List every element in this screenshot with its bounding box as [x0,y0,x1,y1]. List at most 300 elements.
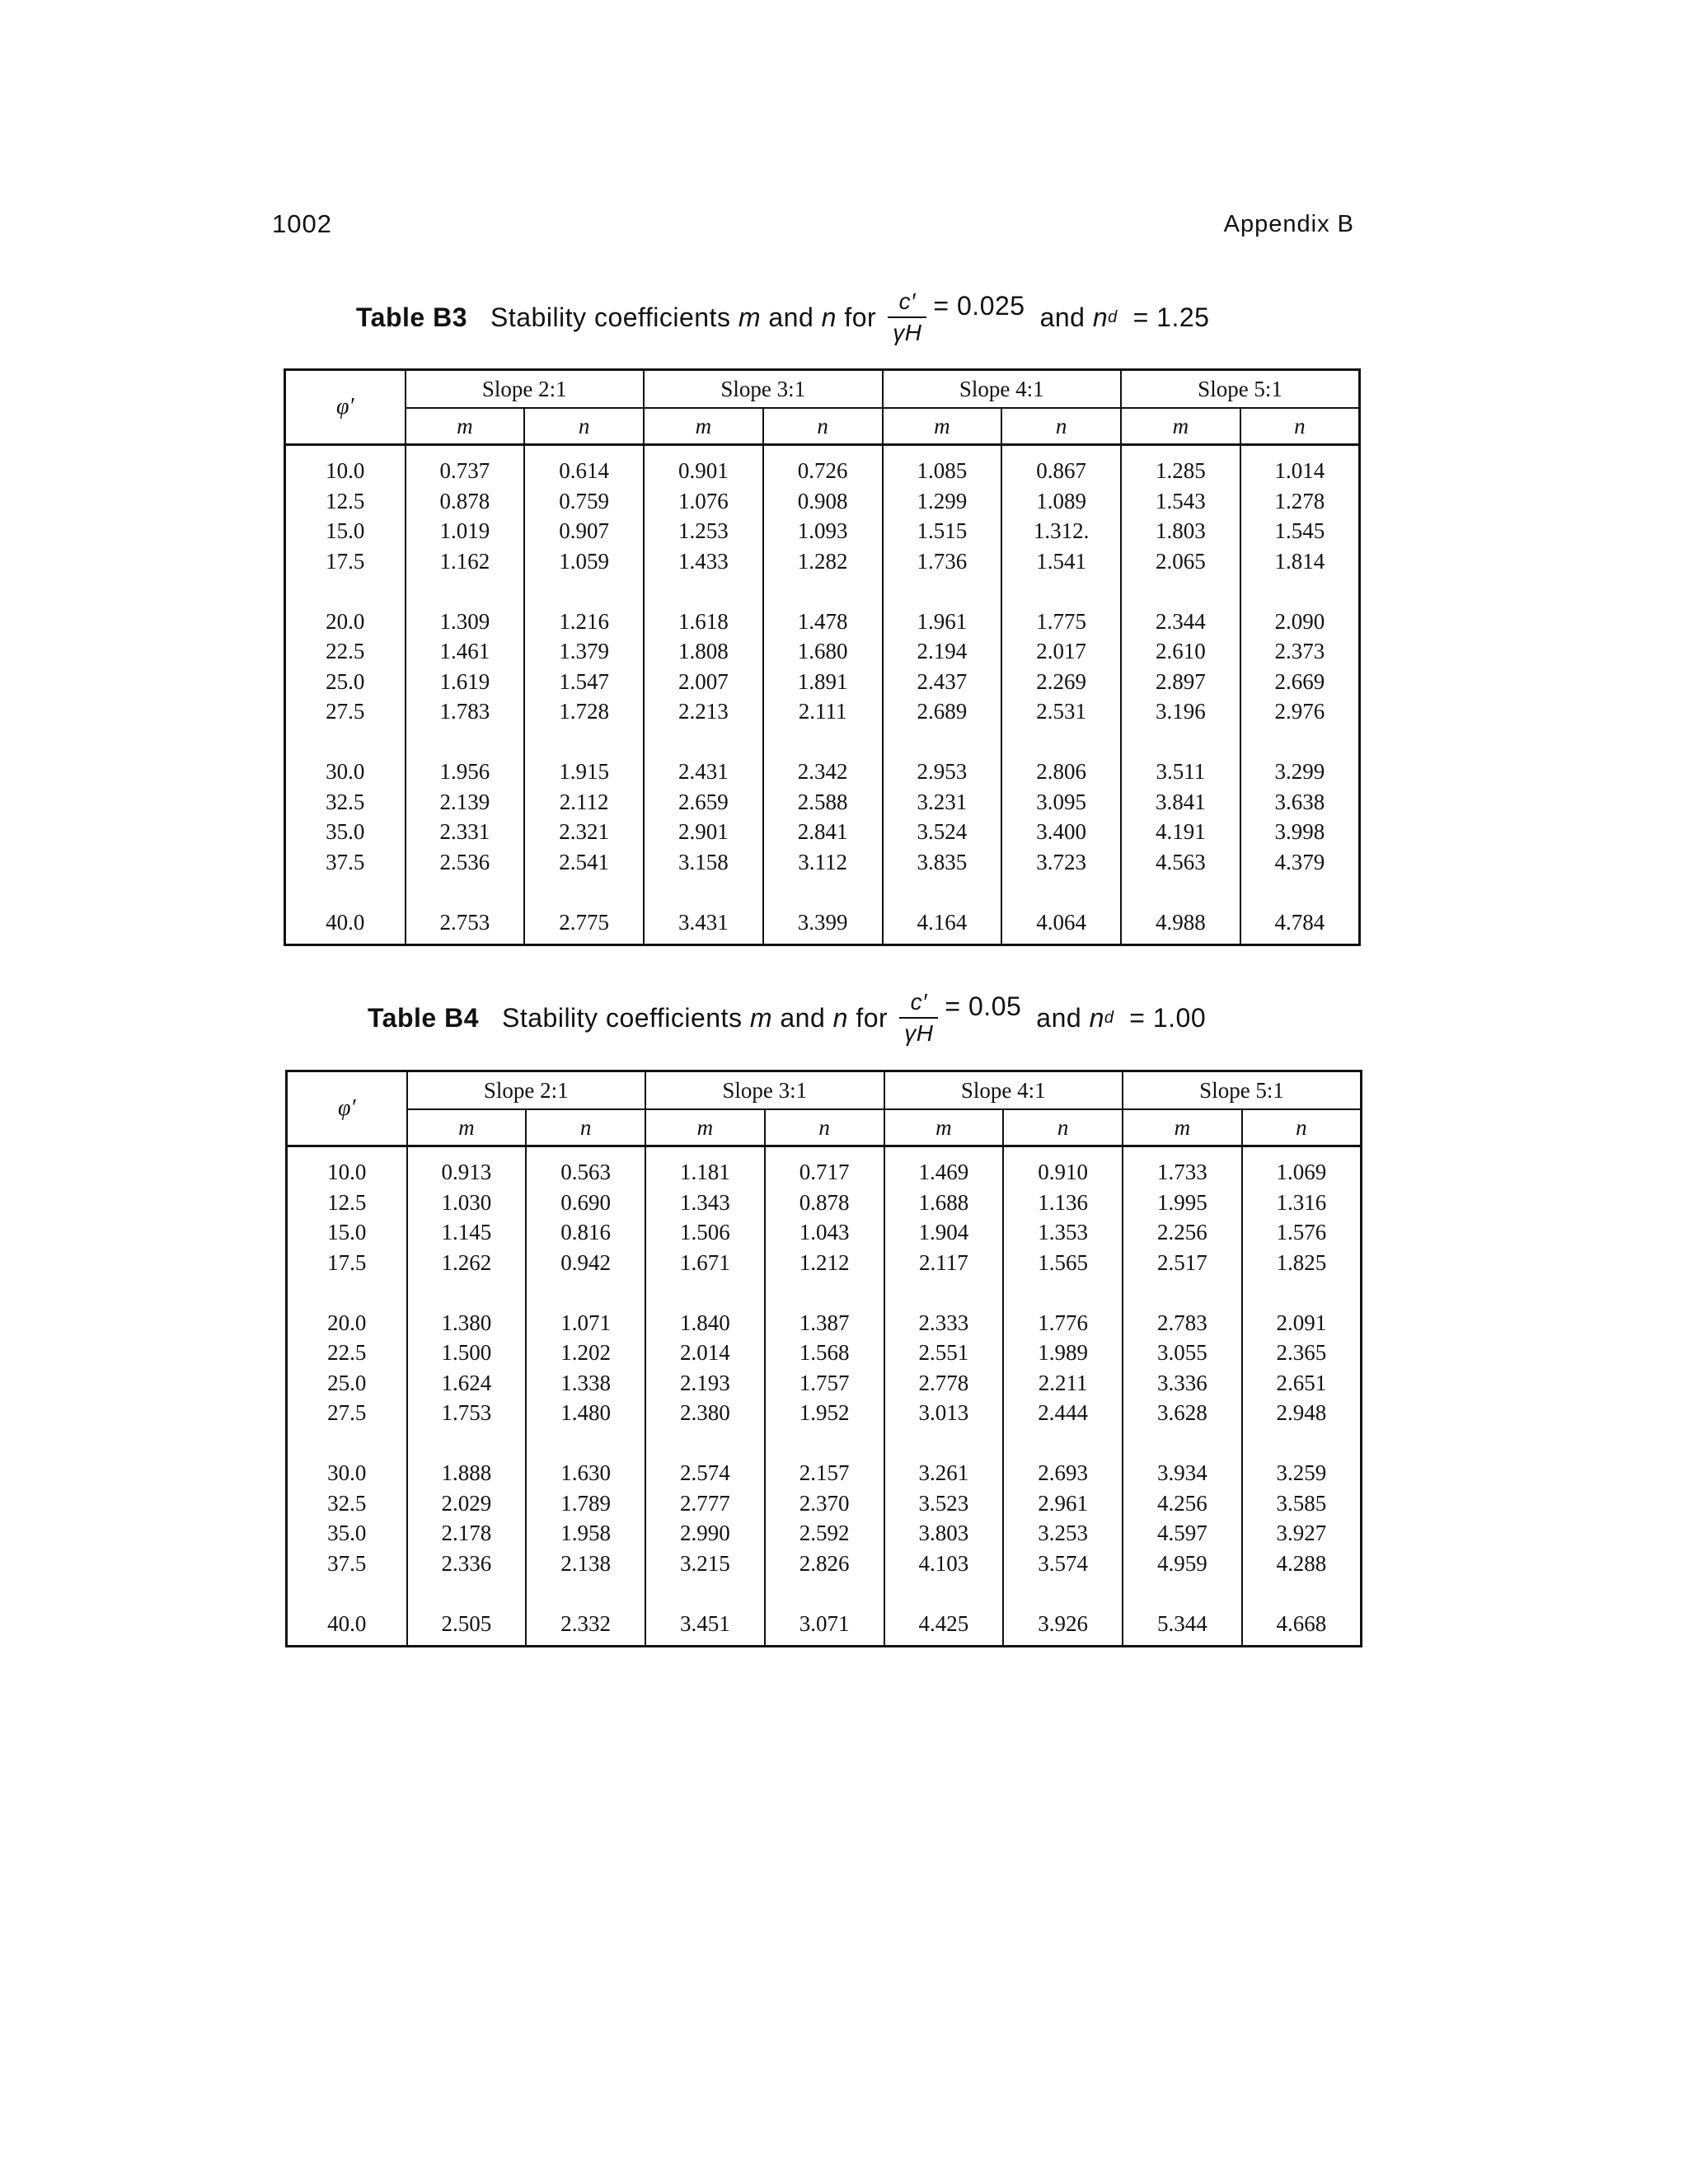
coefficient-cell: 2.753 [406,907,525,945]
column-header-m: m [883,408,1002,445]
phi-value: 30.0 [287,1458,407,1488]
coefficient-cell: 2.117 [884,1248,1004,1278]
phi-value: 17.5 [285,546,406,577]
table-row [285,817,1360,847]
coefficient-cell: 5.344 [1123,1609,1242,1647]
table-row [287,1217,1362,1248]
coefficient-cell: 1.262 [407,1248,527,1278]
table-row [285,546,1360,577]
coefficient-cell: 3.055 [1123,1338,1242,1368]
column-header-n: n [524,408,644,445]
coefficient-cell: 2.256 [1123,1217,1242,1248]
coefficient-cell: 2.380 [645,1398,765,1428]
coefficient-cell: 3.927 [1242,1518,1362,1549]
fraction-numerator: c′ [898,288,916,314]
table-row [287,1248,1362,1278]
caption-and: and [780,1002,826,1033]
coefficient-cell: 2.961 [1003,1488,1123,1519]
coefficient-cell: 0.913 [407,1146,527,1188]
coefficient-cell: 1.461 [406,636,525,667]
coefficient-cell: 2.336 [407,1549,527,1579]
coefficient-cell: 2.213 [644,696,763,727]
coefficient-cell: 2.531 [1001,696,1121,727]
coefficient-cell: 1.071 [526,1308,645,1338]
coefficient-cell: 0.907 [524,516,644,546]
coefficient-cell: 0.563 [526,1146,645,1188]
column-header-m: m [1121,408,1240,445]
coefficient-cell: 2.444 [1003,1398,1123,1428]
coefficient-cell: 1.216 [524,607,644,637]
caption-for: for [856,1002,889,1033]
coefficient-cell: 1.671 [645,1248,765,1278]
coefficient-cell: 1.478 [763,607,883,637]
coefficient-cell: 1.030 [407,1188,527,1218]
coefficient-cell: 2.194 [883,636,1002,667]
coefficient-cell: 2.778 [884,1368,1004,1399]
coefficient-cell: 2.901 [644,817,763,847]
table-row [285,787,1360,818]
fraction-numerator: c′ [910,989,927,1015]
coefficient-cell: 1.680 [763,636,883,667]
coefficient-cell: 2.091 [1242,1308,1362,1338]
coefficient-cell: 0.910 [1003,1146,1123,1188]
coefficient-cell: 1.076 [644,486,763,517]
slope-header: Slope 5:1 [1123,1071,1362,1110]
symbol-nd-subscript: d [1104,1008,1114,1027]
coefficient-cell: 1.736 [883,546,1002,577]
coefficient-cell: 3.095 [1001,787,1121,818]
coefficient-cell: 1.379 [524,636,644,667]
coefficient-cell: 3.841 [1121,787,1240,818]
coefficient-cell: 3.585 [1242,1488,1362,1519]
fraction-denominator: γH [899,1017,938,1045]
stability-table-b4 [285,1070,1362,1647]
coefficient-cell: 2.029 [407,1488,527,1519]
coefficient-cell: 3.231 [883,787,1002,818]
coefficient-cell: 1.956 [406,757,525,787]
coefficient-cell: 3.013 [884,1398,1004,1428]
coefficient-cell: 1.312. [1001,516,1121,546]
coefficient-cell: 1.387 [765,1308,884,1338]
coefficient-cell: 2.783 [1123,1308,1242,1338]
coefficient-cell: 3.399 [763,907,883,945]
coefficient-cell: 1.515 [883,516,1002,546]
coefficient-cell: 4.425 [884,1609,1004,1647]
page-number: 1002 [272,209,332,238]
coefficient-cell: 4.784 [1240,907,1360,945]
coefficient-cell: 1.433 [644,546,763,577]
coefficient-cell: 1.776 [1003,1308,1123,1338]
stability-table-b3 [284,368,1361,946]
coefficient-cell: 2.178 [407,1518,527,1549]
table-row [287,1609,1362,1647]
coefficient-cell: 3.523 [884,1488,1004,1519]
coefficient-cell: 0.867 [1001,445,1121,486]
table-row [285,907,1360,945]
column-header-m: m [884,1109,1004,1146]
coefficient-cell: 2.014 [645,1338,765,1368]
coefficient-cell: 0.878 [406,486,525,517]
table-row [285,636,1360,667]
phi-value: 27.5 [287,1398,407,1428]
phi-value: 15.0 [287,1217,407,1248]
coefficient-cell: 2.990 [645,1518,765,1549]
coefficient-cell: 1.565 [1003,1248,1123,1278]
coefficient-cell: 2.332 [526,1609,645,1647]
coefficient-cell: 0.737 [406,445,525,486]
coefficient-cell: 1.380 [407,1308,527,1338]
column-header-m: m [407,1109,527,1146]
coefficient-cell: 1.253 [644,516,763,546]
coefficient-cell: 1.069 [1242,1146,1362,1188]
coefficient-cell: 4.563 [1121,847,1240,878]
coefficient-cell: 1.282 [763,546,883,577]
coefficient-cell: 2.331 [406,817,525,847]
coefficient-cell: 2.437 [883,667,1002,697]
phi-value: 10.0 [287,1146,407,1188]
coefficient-cell: 3.934 [1123,1458,1242,1488]
coefficient-cell: 1.212 [765,1248,884,1278]
coefficient-cell: 3.628 [1123,1398,1242,1428]
slope-header: Slope 4:1 [883,370,1122,409]
coefficient-cell: 1.576 [1242,1217,1362,1248]
coefficient-cell: 2.017 [1001,636,1121,667]
coefficient-cell: 3.400 [1001,817,1121,847]
table-row [287,1458,1362,1488]
symbol-nd: n [1089,1002,1104,1033]
group-spacer [285,877,1360,907]
nd-value: = 1.25 [1132,302,1210,332]
coefficient-cell: 2.588 [763,787,883,818]
phi-value: 12.5 [287,1188,407,1218]
phi-value: 37.5 [287,1549,407,1579]
phi-value: 15.0 [285,516,406,546]
column-header-m: m [1123,1109,1242,1146]
caption-for: for [844,302,877,332]
coefficient-cell: 1.952 [765,1398,884,1428]
phi-value: 25.0 [287,1368,407,1399]
coefficient-cell: 2.826 [765,1549,884,1579]
table-row [285,847,1360,878]
coefficient-cell: 2.775 [524,907,644,945]
coefficient-cell: 4.164 [883,907,1002,945]
coefficient-cell: 1.958 [526,1518,645,1549]
coefficient-cell: 1.299 [883,486,1002,517]
coefficient-cell: 1.543 [1121,486,1240,517]
coefficient-cell: 3.336 [1123,1368,1242,1399]
table-row [285,757,1360,787]
coefficient-cell: 4.191 [1121,817,1240,847]
caption-text: Stability coefficients [502,1002,743,1033]
table-label: Table B3 [356,302,467,332]
coefficient-cell: 2.138 [526,1549,645,1579]
ratio-value: = 0.05 [945,991,1022,1021]
nd-value: = 1.00 [1129,1002,1207,1033]
coefficient-cell: 3.511 [1121,757,1240,787]
coefficient-cell: 3.299 [1240,757,1360,787]
coefficient-cell: 0.717 [765,1146,884,1188]
coefficient-cell: 1.136 [1003,1188,1123,1218]
symbol-n: n [832,1002,848,1033]
coefficient-cell: 1.309 [406,607,525,637]
coefficient-cell: 3.723 [1001,847,1121,878]
coefficient-cell: 1.757 [765,1368,884,1399]
coefficient-cell: 2.536 [406,847,525,878]
table-row [287,1549,1362,1579]
coefficient-cell: 2.269 [1001,667,1121,697]
coefficient-cell: 2.370 [765,1488,884,1519]
column-header-m: m [644,408,763,445]
coefficient-cell: 1.808 [644,636,763,667]
caption-and-2: and [1036,1002,1082,1033]
coefficient-cell: 1.316 [1242,1188,1362,1218]
coefficient-cell: 2.551 [884,1338,1004,1368]
phi-value: 12.5 [285,486,406,517]
coefficient-cell: 1.093 [763,516,883,546]
coefficient-cell: 0.816 [526,1217,645,1248]
coefficient-cell: 1.840 [645,1308,765,1338]
table-row [287,1338,1362,1368]
coefficient-cell: 3.253 [1003,1518,1123,1549]
coefficient-cell: 1.825 [1242,1248,1362,1278]
coefficient-cell: 3.803 [884,1518,1004,1549]
coefficient-cell: 2.592 [765,1518,884,1549]
coefficient-cell: 1.733 [1123,1146,1242,1188]
coefficient-cell: 4.064 [1001,907,1121,945]
coefficient-cell: 4.379 [1240,847,1360,878]
coefficient-cell: 3.451 [645,1609,765,1647]
coefficient-cell: 2.841 [763,817,883,847]
fraction-denominator: γH [888,316,926,344]
group-spacer [287,1428,1362,1459]
coefficient-cell: 2.777 [645,1488,765,1519]
coefficient-cell: 2.112 [524,787,644,818]
slope-header: Slope 4:1 [884,1071,1123,1110]
coefficient-cell: 1.019 [406,516,525,546]
coefficient-cell: 1.888 [407,1458,527,1488]
phi-value: 32.5 [287,1488,407,1519]
coefficient-cell: 2.505 [407,1609,527,1647]
column-header-n: n [1001,408,1121,445]
phi-header: φ′ [287,1071,407,1146]
coefficient-cell: 1.783 [406,696,525,727]
coefficient-cell: 2.321 [524,817,644,847]
coefficient-cell: 1.630 [526,1458,645,1488]
symbol-m: m [749,1002,772,1033]
coefficient-cell: 2.689 [883,696,1002,727]
coefficient-cell: 2.344 [1121,607,1240,637]
symbol-m: m [738,302,761,332]
slope-header: Slope 2:1 [407,1071,646,1110]
coefficient-cell: 3.261 [884,1458,1004,1488]
coefficient-cell: 2.211 [1003,1368,1123,1399]
coefficient-cell: 4.668 [1242,1609,1362,1647]
table-row [285,696,1360,727]
slope-header: Slope 3:1 [644,370,883,409]
column-header-n: n [526,1109,645,1146]
coefficient-cell: 0.759 [524,486,644,517]
column-header-n: n [1240,408,1360,445]
coefficient-cell: 2.897 [1121,667,1240,697]
phi-value: 32.5 [285,787,406,818]
coefficient-cell: 2.373 [1240,636,1360,667]
coefficient-cell: 3.158 [644,847,763,878]
column-header-n: n [1003,1109,1123,1146]
phi-value: 22.5 [285,636,406,667]
coefficient-cell: 1.891 [763,667,883,697]
table-label: Table B4 [368,1002,479,1033]
table-caption-b4 [368,991,1206,1045]
coefficient-cell: 2.157 [765,1458,884,1488]
coefficient-cell: 4.988 [1121,907,1240,945]
coefficient-cell: 0.901 [644,445,763,486]
phi-value: 40.0 [287,1609,407,1647]
coefficient-cell: 2.610 [1121,636,1240,667]
coefficient-cell: 1.814 [1240,546,1360,577]
column-header-m: m [645,1109,765,1146]
phi-value: 37.5 [285,847,406,878]
coefficient-cell: 3.112 [763,847,883,878]
coefficient-cell: 2.669 [1240,667,1360,697]
coefficient-cell: 4.256 [1123,1488,1242,1519]
phi-value: 17.5 [287,1248,407,1278]
coefficient-cell: 2.948 [1242,1398,1362,1428]
coefficient-cell: 1.541 [1001,546,1121,577]
group-spacer [285,727,1360,757]
phi-value: 27.5 [285,696,406,727]
coefficient-cell: 2.806 [1001,757,1121,787]
table-row [285,667,1360,697]
coefficient-cell: 4.288 [1242,1549,1362,1579]
coefficient-cell: 1.915 [524,757,644,787]
coefficient-cell: 1.278 [1240,486,1360,517]
slope-header: Slope 3:1 [645,1071,884,1110]
coefficient-cell: 2.541 [524,847,644,878]
symbol-nd-subscript: d [1108,307,1118,326]
coefficient-cell: 1.353 [1003,1217,1123,1248]
coefficient-cell: 2.065 [1121,546,1240,577]
phi-value: 10.0 [285,445,406,486]
table-row [285,486,1360,517]
coefficient-cell: 2.342 [763,757,883,787]
coefficient-cell: 3.524 [883,817,1002,847]
table-row [287,1308,1362,1338]
coefficient-cell: 1.618 [644,607,763,637]
coefficient-cell: 1.506 [645,1217,765,1248]
coefficient-cell: 1.500 [407,1338,527,1368]
ratio-fraction [899,991,938,1045]
coefficient-cell: 2.517 [1123,1248,1242,1278]
coefficient-cell: 1.547 [524,667,644,697]
coefficient-cell: 1.624 [407,1368,527,1399]
coefficient-cell: 0.690 [526,1188,645,1218]
coefficient-cell: 1.089 [1001,486,1121,517]
coefficient-cell: 0.726 [763,445,883,486]
coefficient-cell: 1.469 [884,1146,1004,1188]
table-row [287,1488,1362,1519]
coefficient-cell: 2.953 [883,757,1002,787]
table-row [285,607,1360,637]
coefficient-cell: 3.926 [1003,1609,1123,1647]
phi-value: 40.0 [285,907,406,945]
coefficient-cell: 1.338 [526,1368,645,1399]
coefficient-cell: 3.259 [1242,1458,1362,1488]
coefficient-cell: 1.728 [524,696,644,727]
phi-value: 35.0 [285,817,406,847]
coefficient-cell: 1.343 [645,1188,765,1218]
coefficient-cell: 3.638 [1240,787,1360,818]
phi-value: 25.0 [285,667,406,697]
coefficient-cell: 2.193 [645,1368,765,1399]
coefficient-cell: 3.998 [1240,817,1360,847]
table-row [287,1398,1362,1428]
column-header-m: m [406,408,525,445]
coefficient-cell: 1.145 [407,1217,527,1248]
coefficient-cell: 2.090 [1240,607,1360,637]
table-row [287,1146,1362,1188]
coefficient-cell: 2.659 [644,787,763,818]
coefficient-cell: 3.196 [1121,696,1240,727]
phi-header: φ′ [285,370,406,445]
table-row [285,516,1360,546]
coefficient-cell: 1.789 [526,1488,645,1519]
symbol-nd: n [1092,302,1109,332]
coefficient-cell: 1.545 [1240,516,1360,546]
coefficient-cell: 4.103 [884,1549,1004,1579]
symbol-n: n [821,302,837,332]
phi-value: 35.0 [287,1518,407,1549]
table-caption-b3 [356,290,1209,344]
group-spacer [287,1277,1362,1308]
coefficient-cell: 1.014 [1240,445,1360,486]
coefficient-cell: 0.878 [765,1188,884,1218]
column-header-n: n [763,408,883,445]
coefficient-cell: 1.181 [645,1146,765,1188]
coefficient-cell: 1.775 [1001,607,1121,637]
coefficient-cell: 1.961 [883,607,1002,637]
coefficient-cell: 2.574 [645,1458,765,1488]
coefficient-cell: 3.071 [765,1609,884,1647]
coefficient-cell: 1.803 [1121,516,1240,546]
ratio-fraction [888,290,926,344]
coefficient-cell: 1.162 [406,546,525,577]
table-row [287,1188,1362,1218]
coefficient-cell: 2.139 [406,787,525,818]
phi-value: 22.5 [287,1338,407,1368]
coefficient-cell: 2.651 [1242,1368,1362,1399]
coefficient-cell: 1.059 [524,546,644,577]
running-head: Appendix B [1223,211,1354,237]
coefficient-cell: 1.995 [1123,1188,1242,1218]
coefficient-cell: 1.568 [765,1338,884,1368]
ratio-value: = 0.025 [933,290,1025,321]
column-header-n: n [1242,1109,1362,1146]
slope-header: Slope 5:1 [1121,370,1360,409]
coefficient-cell: 1.285 [1121,445,1240,486]
coefficient-cell: 2.365 [1242,1338,1362,1368]
coefficient-cell: 2.976 [1240,696,1360,727]
coefficient-cell: 4.597 [1123,1518,1242,1549]
coefficient-cell: 3.835 [883,847,1002,878]
coefficient-cell: 0.908 [763,486,883,517]
coefficient-cell: 0.942 [526,1248,645,1278]
phi-value: 20.0 [287,1308,407,1338]
group-spacer [285,576,1360,607]
coefficient-cell: 1.085 [883,445,1002,486]
caption-and: and [768,302,814,332]
coefficient-cell: 3.431 [644,907,763,945]
coefficient-cell: 1.480 [526,1398,645,1428]
